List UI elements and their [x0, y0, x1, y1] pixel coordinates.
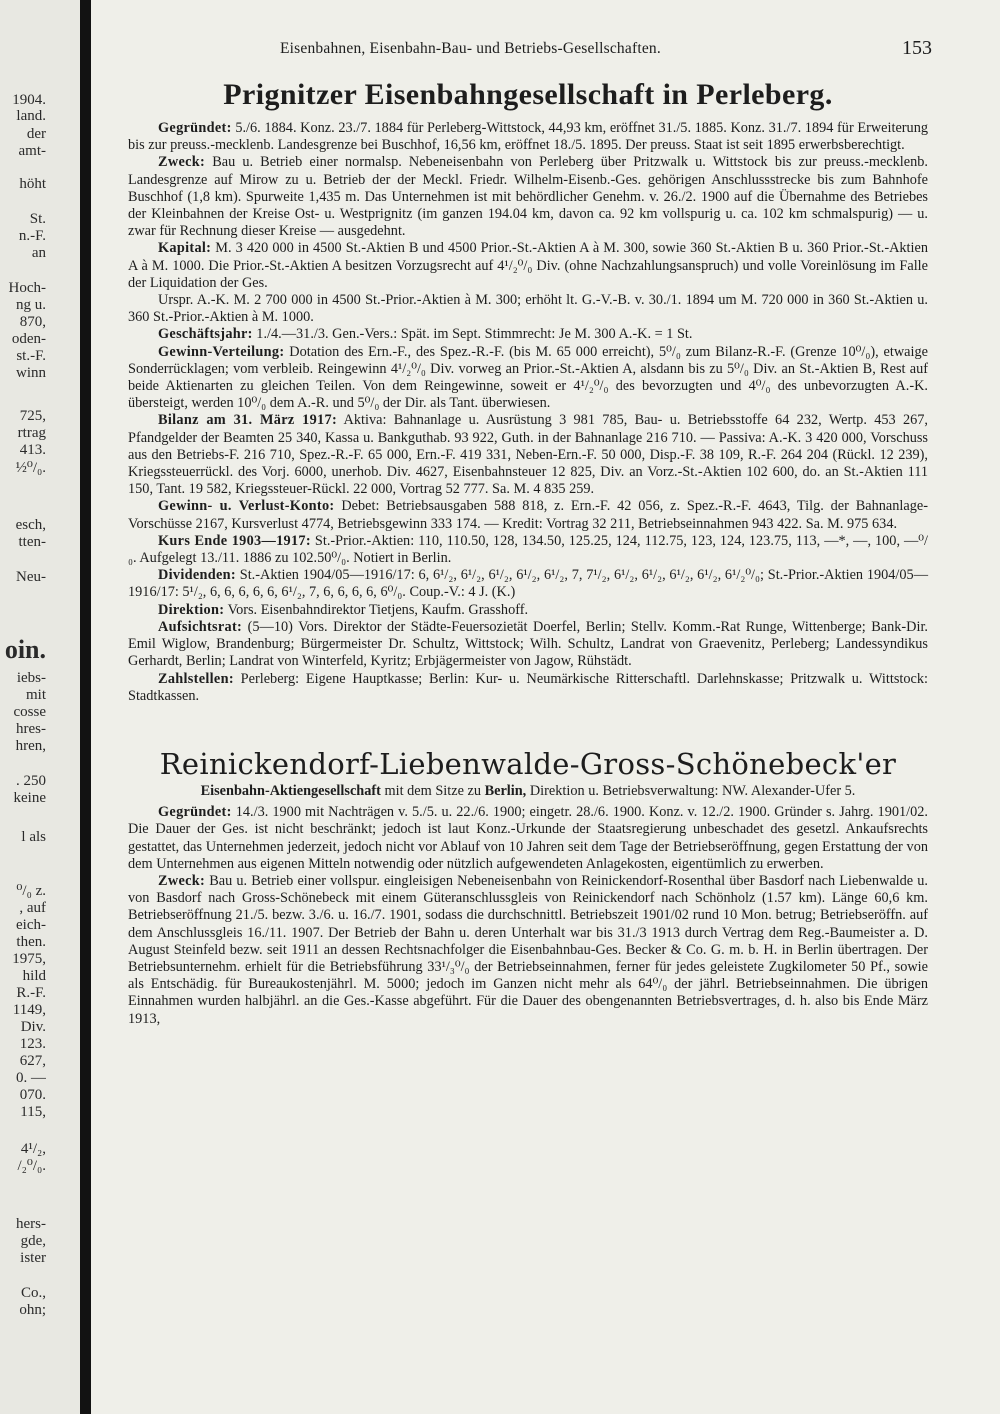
margin-fragment: R.-F. — [16, 985, 46, 1001]
margin-fragment: oin. — [4, 636, 46, 664]
section2-title: Reinickendorf-Liebenwalde-Gross-Schönebeck'er — [159, 746, 897, 781]
margin-fragment: hild — [22, 968, 46, 984]
entry-label: Zweck: — [158, 154, 206, 171]
entry-text: Perleberg: Eigene Hauptkasse; Berlin: Kur- u. Neumärkische Ritterschaftl. Darlehnskasse; Pritzwalk u. Wittstock: Stadtkassen. — [128, 670, 928, 704]
entry-paragraph — [128, 533, 928, 567]
margin-fragment: hers- — [16, 1216, 46, 1232]
entry-paragraph — [128, 240, 928, 292]
margin-fragment: höht — [19, 176, 46, 192]
margin-fragment: an — [31, 245, 46, 261]
entry-label: Kurs Ende 1903—1917: — [158, 532, 311, 549]
margin-fragment: st.-F. — [16, 348, 46, 364]
margin-fragment: Co., — [20, 1285, 46, 1301]
entry-label: Direktion: — [158, 601, 225, 618]
left-page-margin — [0, 0, 80, 1414]
margin-fragment: 627, — [19, 1053, 46, 1069]
entry-paragraph — [128, 412, 928, 498]
entry-text: Debet: Betriebsausgaben 588 818, z. Ern.-F. 42 056, z. Spez.-R.-F. 4643, Tilg. der Bahnanlage-Vorschüsse 2167, Kursverlust 4774, Betriebsgewinn 333 174. — Kredit: Vortrag 32 211, Betriebseinnahmen 943 422. Sa. M. 975 634. — [128, 498, 928, 532]
entry-paragraph — [128, 154, 928, 240]
page-number: 153 — [902, 37, 932, 59]
margin-fragment: ohn; — [19, 1302, 46, 1318]
margin-fragment: 123. — [19, 1036, 46, 1052]
entry-paragraph — [128, 671, 928, 705]
margin-fragment: tten- — [18, 534, 46, 550]
margin-fragment: esch, — [15, 517, 46, 533]
page-body — [128, 78, 928, 1028]
entry-paragraph — [128, 292, 928, 326]
entry-text: Urspr. A.-K. M. 2 700 000 in 4500 St.-Prior.-Aktien à M. 300; erhöht lt. G.-V.-B. v. 30./1. 1894 um M. 720 000 in 360 St.-Aktien u. 360 St.-Prior.-Aktien à M. 1000. — [128, 292, 928, 326]
margin-fragment: 115, — [20, 1104, 46, 1120]
entry-label: Gegründet: — [158, 120, 232, 136]
margin-fragment: 725, — [19, 408, 46, 424]
entry-label: Zweck: — [158, 872, 206, 889]
margin-fragment: /₂⁰/₀. — [17, 1158, 46, 1174]
entry-text: Bau u. Betrieb einer normalsp. Nebeneisenbahn von Perleberg über Pritzwalk u. Wittstock bis zur preuss.-mecklenb. Landesgrenze auf Mirow zu u. Betrieb der der Meckl. Friedr. Wilhelm-Eisenb.-Ges. gehörigen Anschlussstrecke bis zum Bahnhofe Buschhof (1,8 km). Spurweite 1,435 m. Das Unternehmen ist mit behördlicher Genehm. v. 26./2. 1900 auf die Übernahme des Betriebes der Kleinbahnen der Kreise Ost- u. Westprignitz (im ganzen 194.04 km, davon ca. 92 km vollspurig u. ca. 102 km schmalspurig) — u. zwar für Rechnung dieser Kreise — ausgedehnt. — [128, 154, 928, 240]
entry-text: Vors. Eisenbahndirektor Tietjens, Kaufm. Grasshoff. — [224, 601, 529, 618]
margin-fragment: mit — [25, 687, 46, 703]
entry-text: (5—10) Vors. Direktor der Städte-Feuersozietät Doerfel, Berlin; Stellv. Komm.-Rat Runge, Wittenberge; Bank-Dir. Emil Wiglow, Brandenburg; Bürgermeister Dr. Schultz, Wittstock; Wilh. Schultz, Landrat von Graevenitz, Perleberg; Landessyndikus Gerhardt, Berlin; Landrat von Winterfeld, Kyritz; Erbjägermeister von Jagow, Rühstädt. — [128, 618, 928, 670]
entry-paragraph — [128, 804, 928, 873]
section-spacer — [128, 705, 928, 747]
margin-fragment: 870, — [19, 314, 46, 330]
margin-fragment: 0. — — [16, 1070, 46, 1086]
entry-paragraph — [128, 344, 928, 413]
running-head: Eisenbahnen, Eisenbahn-Bau- und Betriebs-Gesellschaften. — [280, 40, 661, 57]
section1-body — [128, 120, 928, 705]
entry-label: Gewinn- u. Verlust-Konto: — [158, 498, 335, 515]
margin-fragment: 1975, — [12, 951, 46, 967]
entry-paragraph — [128, 619, 928, 671]
margin-fragment: amt- — [18, 143, 46, 159]
margin-fragment: rtrag — [17, 425, 46, 441]
margin-fragment: winn — [16, 365, 46, 381]
company-city: Berlin, — [484, 782, 527, 799]
margin-fragment: Hoch- — [8, 280, 46, 296]
margin-fragment: ½⁰/₀. — [15, 460, 46, 476]
margin-fragment: . 250 — [16, 773, 46, 789]
margin-fragment: n.-F. — [18, 228, 46, 244]
entry-text: Aktiva: Bahnanlage u. Ausrüstung 3 981 785, Bau- u. Betriebsstoffe 64 232, Wertp. 453 267, Pfandgelder der Beamten 25 340, Kassa u. Bankguthab. 93 922, Guth. in der Bahnanlage 216 710. — Passiva: A.-K. 3 420 000, Vorschuss aus den Betriebs-F. 216 710, Spez.-R.-F. 65 000, Ern.-F. 419 331, Neben-Ern.-F. 50 000, Disp.-F. 38 109, R.-F. 264 204 (Rückl. 12 239), Kriegssteuerrückl. des Vorj. 6000, unerhob. Div. 4627, Eisenbahnsteuer 12 825, Div. an Vorz.-St.-Aktien 102 600, do. an St.-Aktien 111 150, Tant. 19 582, Kriegssteuer-Rückl. 22 000, Vortrag 52 777. Sa. M. 4 835 259. — [128, 412, 928, 498]
margin-fragment: keine — [13, 790, 46, 806]
entry-paragraph — [128, 120, 928, 154]
margin-fragment: St. — [29, 211, 46, 227]
subtitle-rest: Direktion u. Betriebsverwaltung: NW. Alexander-Ufer 5. — [526, 782, 856, 799]
entry-text: 14./3. 1900 mit Nachträgen v. 5./5. u. 22./6. 1900; eingetr. 28./6. 1900. Konz. v. 12./2. 1900. Gründer s. Jahrg. 1901/02. Die Dauer der Ges. ist nicht beschränkt; jedoch ist laut Konz.-Urkunde der Staatsregierung unbeschadet des gesetzl. Ankaufsrechts gestattet, das Unternehmen jederzeit, jedoch nicht vor Ablauf von 10 Jahren seit dem Tage der Betriebseröffnung, gegen Erstattung der von dem Unternehmen aus eigenen Mitteln notwendig oder nützlich aufgewendeten Anlagekosten, eigentümlich zu erwerben. — [128, 804, 928, 872]
margin-fragment: land. — [16, 108, 46, 124]
margin-fragment: 070. — [19, 1087, 46, 1103]
margin-fragment: hren, — [15, 738, 46, 754]
entry-label: Kapital: — [158, 240, 212, 257]
subtitle-mid: mit dem Sitze zu — [380, 782, 485, 799]
entry-text: St.-Aktien 1904/05—1916/17: 6, 6¹/₂, 6¹/₂, 6¹/₂, 6¹/₂, 6¹/₂, 7, 7¹/₂, 6¹/₂, 6¹/₂, 6¹/₂, 6¹/₂, 6¹/₂⁰/₀; St.-Prior.-Aktien 1904/05—1916/17: 5¹/₂, 6, 6, 6, 6, 6, 6¹/₂, 7, 6, 6, 6, 6, 6⁰/₀. Coup.-V.: 4 J. (K.) — [128, 567, 928, 601]
margin-fragment: 1149, — [12, 1002, 46, 1018]
section1-title: Prignitzer Eisenbahngesellschaft in Perleberg. — [223, 78, 833, 111]
margin-fragment: 4¹/₂, — [20, 1141, 46, 1157]
margin-fragment: , auf — [19, 900, 46, 916]
entry-paragraph — [128, 326, 928, 343]
entry-text: Dotation des Ern.-F., des Spez.-R.-F. (bis M. 65 000 erreicht), 5⁰/₀ zum Bilanz-R.-F. (Grenze 10⁰/₀), etwaige Sonderrücklagen; vom verbleib. Reingewinn 4¹/₂⁰/₀ Div. vorweg an Prior.-St.-Aktien A, alsdann bis zu 5⁰/₀ Div. an St.-Aktien B, Rest auf beide Aktienarten zu gleichen Teilen. Von dem Reingewinne, soweit er 4¹/₂⁰/₀ des bevorzugten und 4⁰/₀ des unbevorzugten A.-K. übersteigt, werden 10⁰/₀ dem A.-R. und 5⁰/₀ der Dir. als Tant. überwiesen. — [128, 343, 928, 412]
margin-fragment: 1904. — [12, 92, 46, 108]
entry-text: St.-Prior.-Aktien: 110, 110.50, 128, 134.50, 125.25, 124, 112.75, 123, 124, 123.75, 113, —*, —, 100, —⁰/₀. Aufgelegt 13./11. 1886 zu 102.50⁰/₀. Notiert in Berlin. — [128, 532, 928, 567]
entry-label: Bilanz am 31. März 1917: — [158, 412, 338, 429]
entry-paragraph — [128, 602, 928, 619]
entry-label: Aufsichtsrat: — [158, 618, 243, 635]
entry-paragraph — [128, 567, 928, 601]
company-type: Eisenbahn-Aktiengesellschaft — [200, 782, 381, 799]
page-fold-divider — [80, 0, 91, 1414]
section2-body — [128, 804, 928, 1028]
entry-label: Dividenden: — [158, 567, 236, 584]
entry-text: 5./6. 1884. Konz. 23./7. 1884 für Perleberg-Wittstock, 44,93 km, eröffnet 31./5. 1885. Konz. 31./7. 1894 für Erweiterung bis zur preuss.-mecklenb. Landesgrenze bei Buschhof, 16,56 km, eröffnet 18./5. 1895. Der preuss. Staat ist seit 1895 erwerbsberechtigt. — [128, 120, 928, 154]
entry-text: 1./4.—31./3. Gen.-Vers.: Spät. im Sept. Stimmrecht: Je M. 300 A.-K. = 1 St. — [252, 326, 693, 343]
entry-label: Gegründet: — [158, 804, 232, 821]
entry-paragraph — [128, 498, 928, 532]
margin-fragment: iebs- — [16, 670, 46, 686]
margin-fragment: oden- — [11, 331, 46, 347]
margin-fragment: 413. — [19, 442, 46, 458]
margin-fragment: hres- — [16, 721, 46, 737]
entry-paragraph — [128, 873, 928, 1028]
margin-fragment: ister — [20, 1250, 46, 1266]
entry-label: Gewinn-Verteilung: — [158, 343, 285, 360]
entry-text: M. 3 420 000 in 4500 St.-Aktien B und 4500 Prior.-St.-Aktien A à M. 300, sowie 360 St.-Aktien B u. 360 Prior.-St.-Aktien A à M. 1000. Die Prior.-St.-Aktien A besitzen Vorzugsrecht auf 4¹/₂⁰/₀ Div. (ohne Nachzahlungsanspruch) und volle Voreinlösung im Falle der Liquidation der Ges. — [128, 240, 928, 291]
margin-fragment: Div. — [20, 1019, 46, 1035]
margin-fragment: l als — [21, 829, 46, 845]
margin-fragment: ng u. — [16, 297, 46, 313]
margin-fragment: cosse — [13, 704, 46, 720]
margin-fragment: eich- — [16, 917, 46, 933]
entry-text: Bau u. Betrieb einer vollspur. eingleisigen Nebeneisenbahn von Reinickendorf-Rosenthal über Basdorf nach Liebenwalde u. von Basdorf nach Gross-Schönebeck mit einem Güteranschlussgleis von Reinickendorf nach Schönholz (1.57 km). Länge 60,6 km. Betriebseröffnung 21./5. bezw. 3./6. u. 16./7. 1901, sodass die durchschnittl. Betriebszeit 1901/02 rund 10 Mon. betrug; Betriebseröffn. auf dem Anschlussgleis 16./11. 1907. Der Betrieb der Bahn u. deren Unterhalt war bis 31./3 1913 durch Vertrag dem Reg.-Baumeister a. D. August Steinfeld bezw. seit 1911 an dessen Rechtsnachfolger die Eisenbahnbau-Ges. Becker & Co. G. m. b. H. in Berlin übertragen. Der Betriebsunternehm. erhielt für die Betriebsführung 33¹/₃⁰/₀ der Betriebseinnahmen, ferner für jedes geleistete Zugkilometer 50 Pf., sowie als Entschädig. für Bureaukostenjährl. M. 5000; jedoch im Ganzen nicht mehr als 64⁰/₀ der jährl. Betriebseinnahmen. Die übrigen Einnahmen wurden halbjährl. an die Ges.-Kasse abgeführt. Für die Dauer des obengenannten Betriebsvertrages, d. h. also bis Ende März 1913, — [128, 872, 928, 1027]
margin-fragment: then. — [16, 934, 46, 950]
margin-fragment: Neu- — [16, 569, 46, 585]
margin-fragment: gde, — [20, 1233, 46, 1249]
entry-label: Zahlstellen: — [158, 670, 234, 687]
entry-label: Geschäftsjahr: — [158, 326, 253, 343]
margin-fragment: der — [26, 126, 46, 142]
section2-subtitle — [128, 783, 928, 800]
margin-fragment: ⁰/₀ z. — [16, 883, 46, 899]
